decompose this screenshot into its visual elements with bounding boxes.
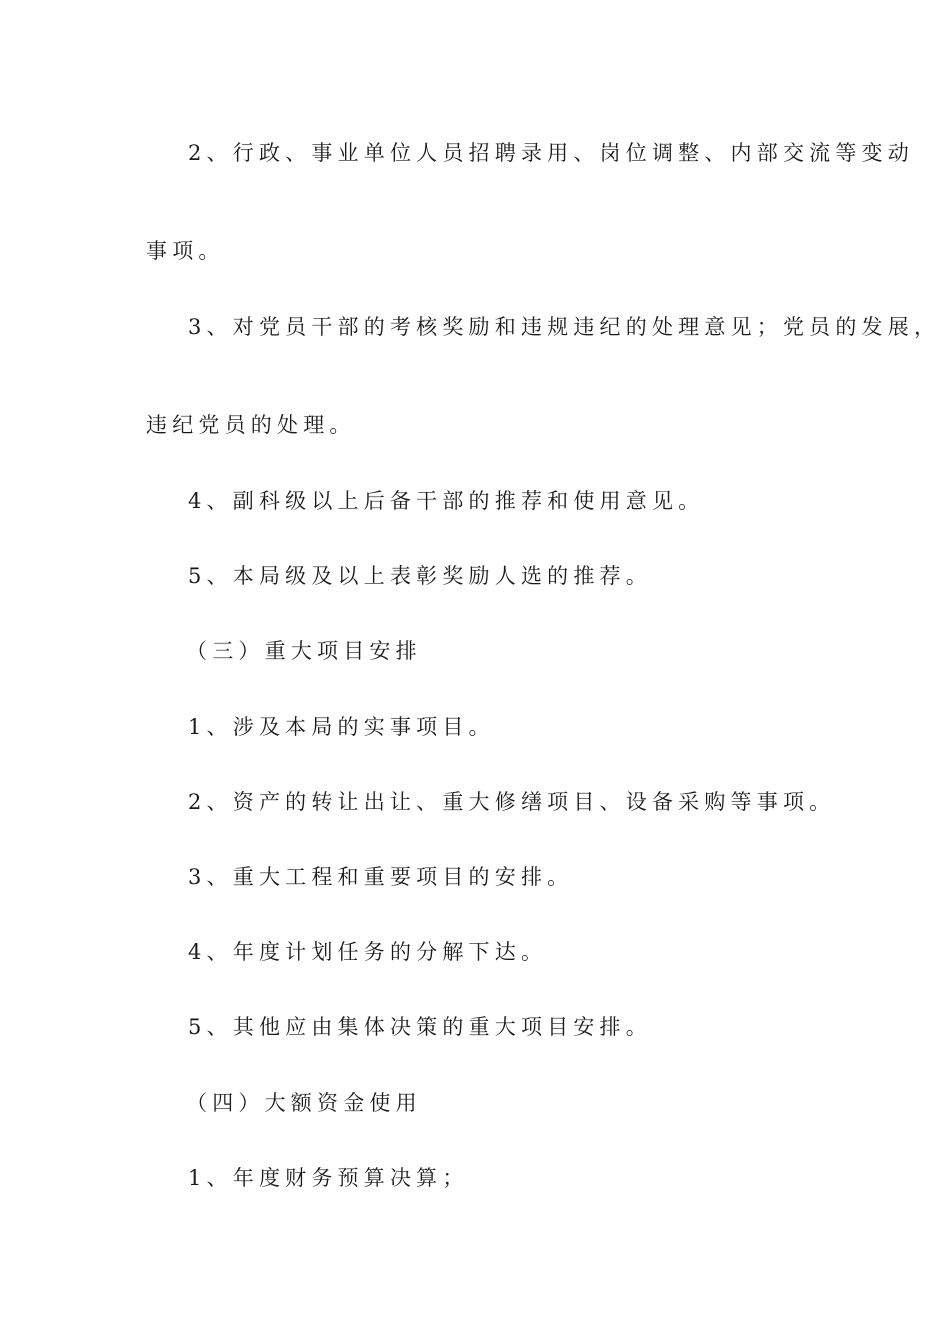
- paragraph-continuation: 违纪党员的处理。: [146, 413, 356, 437]
- paragraph-item-2-assets: 2、资产的转让出让、重大修缮项目、设备采购等事项。: [188, 790, 836, 814]
- section-heading-large-funds: （四）大额资金使用: [186, 1091, 422, 1115]
- paragraph-item-1-annual-budget: 1、年度财务预算决算；: [188, 1166, 469, 1190]
- paragraph-item-4-reserve-cadres: 4、副科级以上后备干部的推荐和使用意见。: [188, 489, 705, 513]
- paragraph-continuation: 事项。: [146, 239, 225, 263]
- paragraph-item-3-major-engineering: 3、重大工程和重要项目的安排。: [188, 865, 574, 889]
- section-heading-major-projects: （三）重大项目安排: [186, 639, 422, 663]
- paragraph-item-2-personnel: 2、行政、事业单位人员招聘录用、岗位调整、内部交流等变动: [188, 141, 914, 165]
- paragraph-item-5-other-projects: 5、其他应由集体决策的重大项目安排。: [188, 1015, 652, 1039]
- paragraph-item-5-commendation: 5、本局级及以上表彰奖励人选的推荐。: [188, 564, 652, 588]
- paragraph-item-1-practical-projects: 1、涉及本局的实事项目。: [188, 715, 495, 739]
- paragraph-item-3-party-members: 3、对党员干部的考核奖励和违规违纪的处理意见；党员的发展，: [188, 315, 941, 339]
- paragraph-item-4-annual-plan: 4、年度计划任务的分解下达。: [188, 940, 548, 964]
